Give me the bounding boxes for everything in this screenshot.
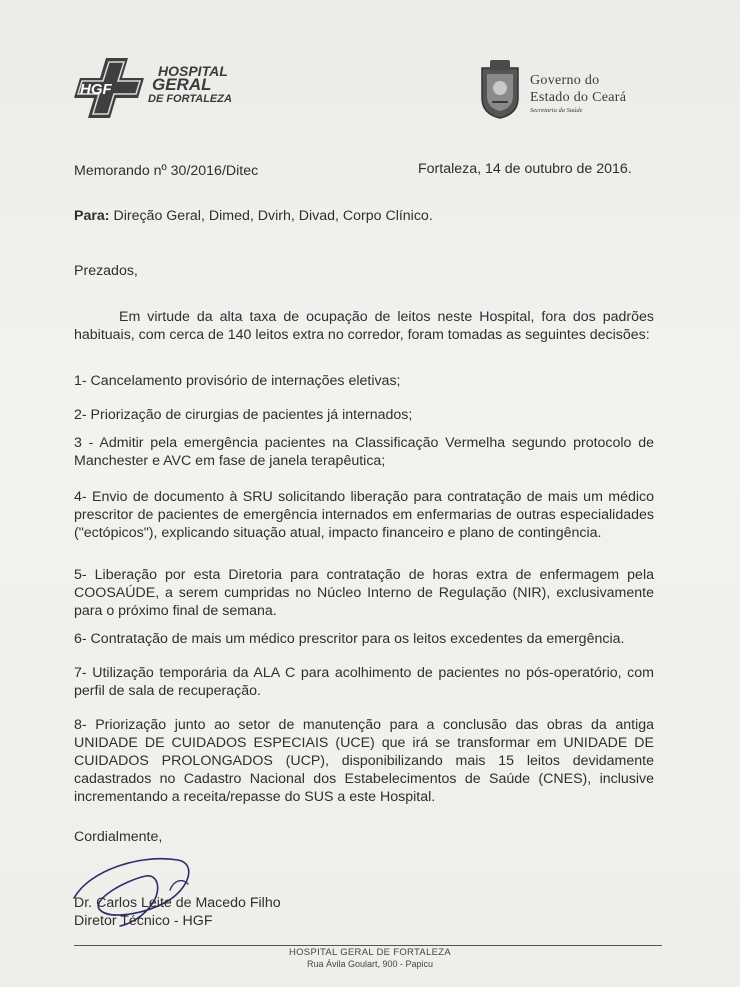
decision-item: 7- Utilização temporária da ALA C para acolhimento de pacientes no pós-operatório, com perfil de sala de recuperação.: [74, 665, 654, 699]
recipients-value: Direção Geral, Dimed, Dvirh, Divad, Corpo Clínico.: [109, 208, 433, 224]
gov-logo-line3: Secretaria da Saúde: [530, 107, 583, 114]
decision-item: 8- Priorização junto ao setor de manutenção para a conclusão das obras da antiga UNIDADE DE CUIDADOS ESPECIAIS (UCE) que irá se transformar em UNIDADE DE CUIDADOS PROLONGADOS (UCP), disponibilizando mais 15 leitos devidamente cadastrados no Cadastro Nacional dos Estabelecimentos de Saúde (CNES), inclusive incrementando a receita/repasse do SUS a este Hospital.: [74, 717, 654, 805]
footer-divider: [74, 945, 662, 946]
closing: Cordialmente,: [74, 829, 163, 845]
hgf-badge-text: HGF: [80, 81, 112, 98]
greeting: Prezados,: [74, 263, 138, 279]
decision-item: 6- Contratação de mais um médico prescritor para os leitos excedentes da emergência.: [74, 631, 625, 647]
footer-address: Rua Ávila Goulart, 900 - Papicu: [306, 959, 434, 969]
signer-name: Dr. Carlos Leite de Macedo Filho: [74, 895, 281, 911]
recipients-label: Para:: [74, 208, 110, 224]
gov-logo-line2: Estado do Ceará: [530, 90, 627, 105]
signer-title: Diretor Técnico - HGF: [74, 913, 213, 929]
decision-item: 3 - Admitir pela emergência pacientes na Classificação Vermelha segundo protocolo de Manchester e AVC em fase de janela terapêutica;: [74, 435, 654, 469]
decision-item: 2- Priorização de cirurgias de pacientes já internados;: [74, 407, 413, 423]
hgf-logo: [72, 56, 252, 126]
decision-item: 5- Liberação por esta Diretoria para contratação de horas extra de enfermagem pela COOSAÚDE, a serem cumpridas no Núcleo Interno de Regulação (NIR), exclusivamente para o próximo final de semana.: [74, 567, 654, 619]
coat-of-arms-icon: [476, 58, 524, 120]
intro-paragraph: Em virtude da alta taxa de ocupação de leitos neste Hospital, fora dos padrões habituais, com cerca de 140 leitos extra no corredor, foram tomadas as seguintes decisões:: [74, 309, 654, 343]
hgf-logo-line2: GERAL: [152, 75, 212, 94]
gov-logo-line1: Governo do: [530, 73, 600, 88]
decision-item: 1- Cancelamento provisório de internações eletivas;: [74, 373, 401, 389]
hgf-logo-line3: DE FORTALEZA: [148, 93, 232, 105]
decision-item: 4- Envio de documento à SRU solicitando liberação para contratação de mais um médico prescritor de pacientes de emergência internados em enfermarias de outras especialidades ("ectópicos"), explicando situação atual, impacto financeiro e plano de contingência.: [74, 489, 654, 541]
hgf-logo-line1: HOSPITAL: [158, 63, 228, 79]
memo-number: Memorando nº 30/2016/Ditec: [74, 163, 259, 179]
memo-date: Fortaleza, 14 de outubro de 2016.: [418, 161, 632, 177]
recipients: [74, 207, 433, 225]
government-logo: [476, 58, 676, 128]
footer-institution: HOSPITAL GERAL DE FORTALEZA: [288, 947, 452, 958]
